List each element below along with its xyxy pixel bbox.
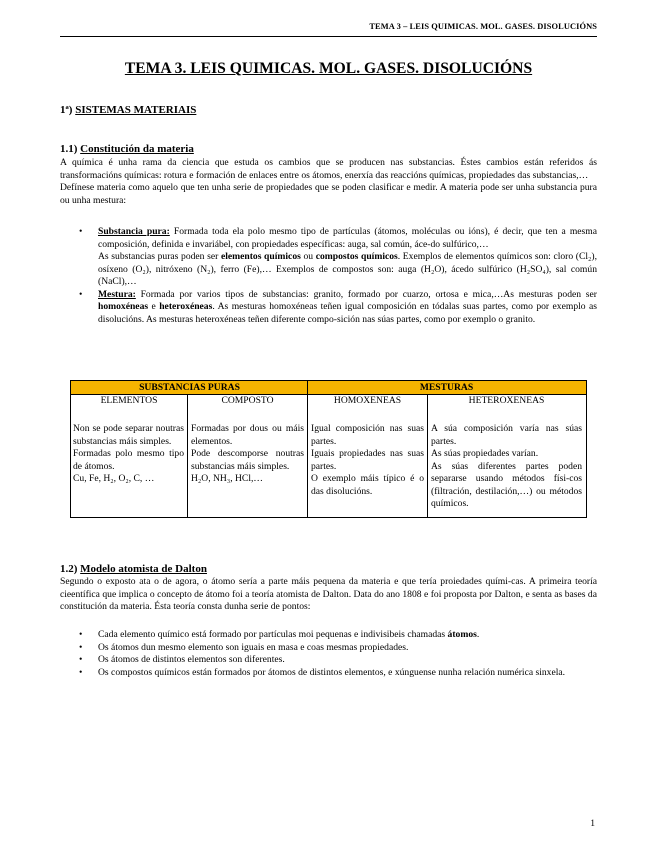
mixture-text-c: . As mesturas homoxéneas teñen igual composición en tódalas suas partes, como por exemplo as disolucións. As mesturas heteroxéneas teñen diferente compo-sición nas súas partes, como por exemplo o granito.	[98, 301, 597, 325]
pure-substance-types-text: As substancias puras poden ser	[98, 251, 221, 262]
homogeneous-term: homoxéneas	[98, 301, 149, 312]
bullet-icon: •	[79, 629, 83, 640]
subsection-1-1-heading	[60, 143, 194, 155]
cell-line: H₂O, NH₃, HCl,…	[191, 473, 263, 484]
section-1-heading	[60, 104, 196, 116]
subheader-heterogeneous: HETEROXENEAS	[468, 395, 545, 406]
subsection-1-1-number: 1.1)	[60, 143, 78, 155]
subheader-homogeneous: HOMOXENEAS	[333, 395, 402, 406]
dalton-paragraph	[60, 576, 597, 614]
atoms-term: átomos	[447, 629, 477, 640]
column-divider	[427, 395, 428, 517]
bullet-icon: •	[79, 226, 83, 237]
cell-line: Non se pode separar noutras substancias máis simples.	[73, 423, 184, 447]
bullet-icon: •	[79, 654, 83, 665]
classification-table	[70, 380, 587, 518]
cell-line: A súa composición varía nas súas partes.	[431, 423, 582, 447]
mixture-text-b: e	[148, 301, 160, 312]
cell-line: Pode descomporse noutras substancias máis simples.	[191, 448, 304, 472]
bullet-icon: •	[79, 288, 83, 300]
header-mixtures: MESTURAS	[419, 382, 474, 393]
subsection-1-1-label: Constitución da materia	[80, 143, 194, 155]
pure-substance-term: Substancia pura:	[98, 226, 170, 237]
postulate-2-text: Os átomos dun mesmo elemento son iguais en masa e coas mesmas propiedades.	[98, 641, 409, 653]
mixture-term: Mestura:	[98, 288, 136, 300]
running-header: TEMA 3 – LEIS QUIMICAS. MOL. GASES. DISOLUCIÓNS	[60, 22, 597, 37]
cell-compound	[191, 423, 304, 486]
dalton-intro-paragraph: Segundo o exposto ata o de agora, o átomo sería a parte máis pequena da materia e que tería proiedades quími-cas. A primeira teoría cieentífica que implica o concepto de átomo foi a teoría atomista de Dalton. Data do ano 1808 e foi proposta por Dalton, e senta as bases da constitución da materia. Ésta teoría consta dunha serie de pontos:	[60, 576, 597, 612]
examples-text: . Exemplos de elementos químicos son: cloro (Cl₂), osíxeno (O₂), nitróxeno (N₂), ferro (Fe),… Exemplos de compostos son: auga (H₂O), ácedo sulfúrico (H₂SO₄), sal común (NaCl),…	[98, 251, 598, 287]
postulate-3-text: Os átomos de distintos elementos son diferentes.	[98, 654, 285, 665]
page-number: 1	[590, 818, 595, 829]
connector-text: ou	[300, 251, 316, 262]
subheader-elements: ELEMENTOS	[100, 395, 158, 406]
list-item-postulate-1	[60, 629, 597, 642]
mixture-text-a: Formada por varios tipos de substancias: granito, formado por cuarzo, ortosa e mica,…As mesturas poden ser	[135, 288, 597, 300]
heterogeneous-term: heteroxéneas	[159, 301, 213, 312]
list-item-postulate-2	[60, 642, 597, 655]
list-item-postulate-4	[60, 667, 597, 680]
cell-line: As súas diferentes partes poden separarse usando métodos físi-cos (filtración, destilación,…) ou métodos químicos.	[431, 460, 582, 509]
subsection-1-2-label: Modelo atomista de Dalton	[80, 563, 207, 575]
list-item-mixture	[60, 289, 597, 327]
bullet-icon: •	[79, 666, 83, 678]
page-title: TEMA 3. LEIS QUIMICAS. MOL. GASES. DISOLUCIÓNS	[124, 60, 533, 77]
cell-line: Formadas por dous ou máis elementos.	[191, 423, 304, 447]
dalton-postulates-list	[60, 629, 597, 679]
cell-homogeneous	[311, 423, 424, 498]
bullet-icon: •	[79, 641, 83, 653]
section-1-label: SISTEMAS MATERIAIS	[75, 104, 197, 116]
cell-line: As súas propiedades varían.	[431, 448, 539, 459]
list-item-postulate-3	[60, 654, 597, 667]
column-divider	[187, 395, 188, 517]
cell-elements	[73, 423, 184, 486]
postulate-4-text: Os compostos químicos están formados por átomos de distintos elementos, e xúnguense nunha relación numérica sinxela.	[98, 666, 566, 678]
list-item-pure-substance	[60, 226, 597, 289]
subsection-1-2-number: 1.2)	[60, 563, 78, 575]
cell-line: Formadas polo mesmo tipo de átomos.	[73, 448, 184, 472]
pure-substance-text: Formada toda ela polo mesmo tipo de partículas (átomos, moléculas ou ións), é decir, que ten a mesma composición, definida e invariábel, con propiedades específicas: auga, sal común, áce-do sulfúrico,…	[98, 226, 597, 250]
postulate-1-text: Cada elemento químico está formado por partículas moi pequenas e indivisibeis chamadas	[98, 629, 448, 640]
subheader-compound: COMPOSTO	[221, 395, 274, 406]
subsection-1-2-heading	[60, 563, 207, 575]
cell-line: Cu, Fe, H₂, O₂, C, …	[73, 473, 155, 484]
cell-heterogeneous	[431, 423, 582, 511]
postulate-1-end: .	[476, 629, 480, 640]
cell-line: O exemplo máis típico é o das disolucións.	[311, 473, 424, 497]
header-pure-substances: SUBSTANCIAS PURAS	[139, 382, 240, 393]
cell-line: Igual composición nas suas partes.	[311, 423, 424, 447]
section-1-number: 1ª)	[60, 104, 73, 116]
matter-types-list	[60, 226, 597, 326]
chemistry-definition-paragraph: A química é unha rama da ciencia que estuda os cambios que se producen nas substancias. Éstes cambios están referidos ás transformacións químicas: rotura e formación de enlaces entre os átomos, enerxía das reaccións químicas, propiedades das substancias,…	[60, 157, 597, 181]
chemical-compounds-term: compostos químicos	[315, 251, 398, 262]
cell-line: Iguais propiedades nas suas partes.	[311, 448, 424, 472]
matter-definition-paragraph: Defínese materia como aquelo que ten unha serie de propiedades que se poden clasificar e medir. A materia pode ser unha substancia pura ou unha mestura:	[60, 182, 597, 206]
constitution-paragraphs	[60, 157, 597, 207]
chemical-elements-term: elementos químicos	[220, 251, 301, 262]
